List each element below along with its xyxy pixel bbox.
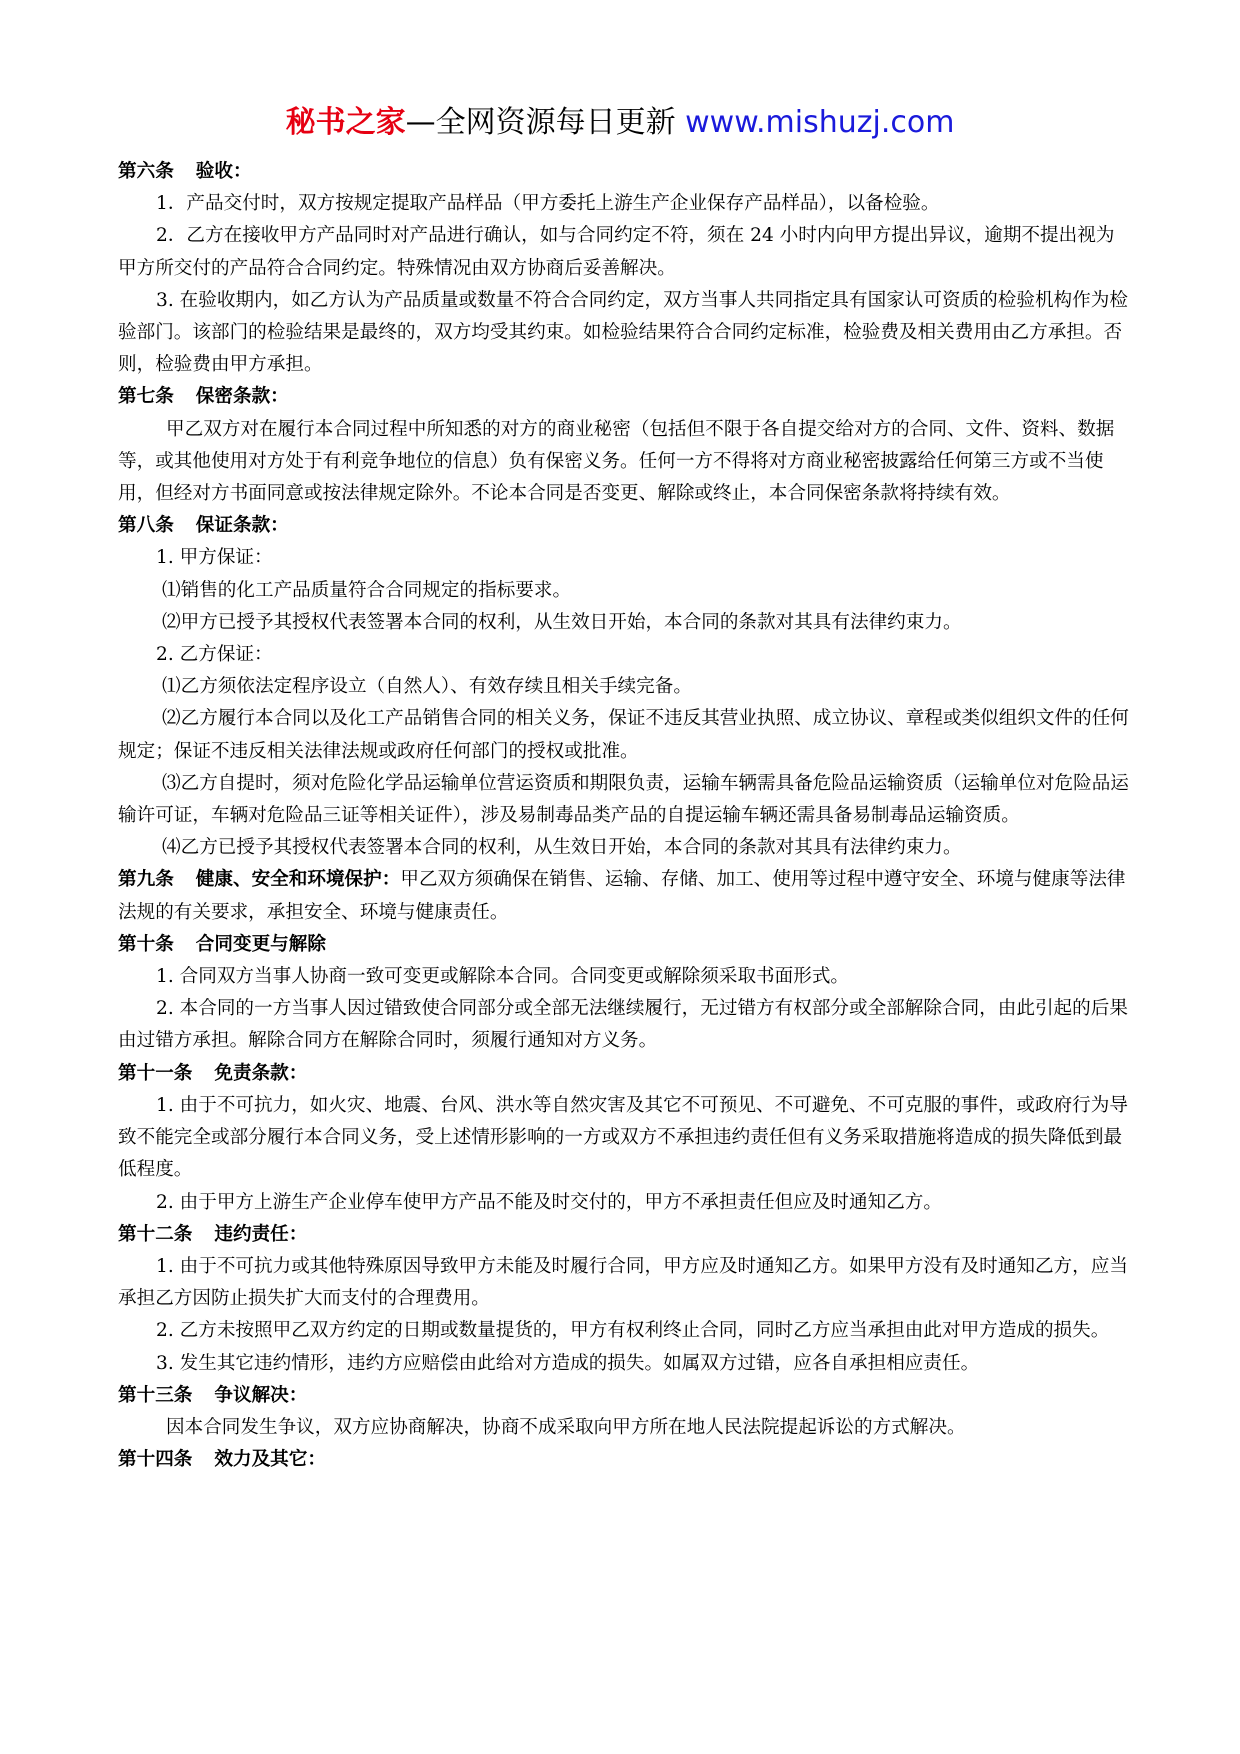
article-heading [118, 1380, 1130, 1412]
article-title: 合同变更与解除 [195, 933, 326, 955]
clause-subitem: ⑵甲方已授予其授权代表签署本合同的权利，从生效日开始，本合同的条款对其具有法律约束力。 [162, 611, 962, 633]
clause-item: 1. 甲方保证： [156, 547, 273, 569]
article-number: 第八条 [118, 515, 174, 537]
clause-item: 2. 由于甲方上游生产企业停车使甲方产品不能及时交付的，甲方不承担责任但应及时通知乙方。 [156, 1191, 942, 1213]
clause-item: 1. 由于不可抗力，如火灾、地震、台风、洪水等自然灾害及其它不可预见、不可避免、不可克服的事件，或政府行为导致不能完全或部分履行本合同义务，受上述情形影响的一方或双方不承担违约责任但有义务采取措施将造成的损失降低到最低程度。 [118, 1094, 1128, 1181]
clause-item: 2．乙方在接收甲方产品同时对产品进行确认，如与合同约定不符，须在 24 小时内向甲方提出异议，逾期不提出视为甲方所交付的产品符合合同约定。特殊情况由双方协商后妥善解决。 [118, 225, 1115, 279]
site-url-link[interactable]: www.mishuzj.com [685, 105, 955, 140]
article-title: 健康、安全和环境保护： [195, 869, 401, 891]
site-header [0, 100, 1240, 146]
article-heading [118, 156, 1130, 188]
article-heading [118, 510, 1130, 542]
clause-item: 2. 本合同的一方当事人因过错致使合同部分或全部无法继续履行，无过错方有权部分或全部解除合同，由此引起的后果由过错方承担。解除合同方在解除合同时，须履行通知对方义务。 [118, 998, 1128, 1052]
article-title: 违约责任： [214, 1223, 308, 1245]
clause-subitem: ⑷乙方已授予其授权代表签署本合同的权利，从生效日开始，本合同的条款对其具有法律约束力。 [162, 837, 962, 859]
clause-subitem: ⑶乙方自提时，须对危险化学品运输单位营运资质和期限负责，运输车辆需具备危险品运输资质（运输单位对危险品运输许可证，车辆对危险品三证等相关证件），涉及易制毒品类产品的自提运输车辆还需具备易制毒品运输资质。 [118, 772, 1129, 827]
article-number: 第六条 [118, 161, 174, 182]
article-number: 第十条 [118, 933, 174, 955]
clause-item: 3. 发生其它违约情形，违约方应赔偿由此给对方造成的损失。如属双方过错，应各自承担相应责任。 [156, 1352, 980, 1374]
clause-item: 1．产品交付时，双方按规定提取产品样品（甲方委托上游生产企业保存产品样品），以备检验。 [156, 193, 940, 215]
article-number: 第十三条 [118, 1384, 193, 1406]
clause-item: 2. 乙方未按照甲乙双方约定的日期或数量提货的，甲方有权利终止合同，同时乙方应当承担由此对甲方造成的损失。 [156, 1320, 1110, 1342]
article-heading [118, 929, 1130, 961]
brand-name: 秘书之家 [285, 105, 406, 140]
article-number: 第七条 [118, 386, 174, 408]
clause-paragraph: 甲乙双方须确保在销售、运输、存储、加工、使用等过程中遵守安全、环境与健康等法律法规的有关要求，承担安全、环境与健康责任。 [118, 869, 1126, 923]
header-slogan: —全网资源每日更新 [405, 105, 676, 140]
article-heading [118, 1058, 1130, 1090]
article-heading [118, 1219, 1130, 1251]
contract-body [118, 156, 1130, 1476]
article-title: 保证条款： [195, 515, 289, 537]
article-title: 验收： [195, 161, 252, 182]
article-number: 第九条 [118, 869, 174, 891]
clause-item: 1. 由于不可抗力或其他特殊原因导致甲方未能及时履行合同，甲方应及时通知乙方。如果甲方没有及时通知乙方，应当承担乙方因防止损失扩大而支付的合理费用。 [118, 1255, 1128, 1310]
clause-subitem: ⑴销售的化工产品质量符合合同规定的指标要求。 [162, 579, 572, 601]
clause-subitem: ⑴乙方须依法定程序设立（自然人）、有效存续且相关手续完备。 [162, 676, 692, 698]
clause-subitem: ⑵乙方履行本合同以及化工产品销售合同的相关义务，保证不违反其营业执照、成立协议、章程或类似组织文件的任何规定；保证不违反相关法律法规或政府任何部门的授权或批准。 [118, 708, 1129, 762]
clause-paragraph: 甲乙双方对在履行本合同过程中所知悉的对方的商业秘密（包括但不限于各自提交给对方的合同、文件、资料、数据等，或其他使用对方处于有利竞争地位的信息）负有保密义务。任何一方不得将对方商业秘密披露给任何第三方或不当使用，但经对方书面同意或按法律规定除外。不论本合同是否变更、解除或终止，本合同保密条款将持续有效。 [118, 418, 1115, 505]
clause-item: 1. 合同双方当事人协商一致可变更或解除本合同。合同变更或解除须采取书面形式。 [156, 966, 850, 988]
article-title: 效力及其它： [214, 1449, 326, 1471]
article-number: 第十一条 [118, 1062, 193, 1084]
clause-item: 2. 乙方保证： [156, 644, 273, 666]
article-number: 第十二条 [118, 1223, 193, 1245]
article-heading [118, 381, 1130, 413]
article-title: 免责条款： [214, 1062, 308, 1084]
article-heading [118, 1444, 1130, 1476]
article-number: 第十四条 [118, 1449, 193, 1471]
article-inline-paragraph [118, 864, 1130, 928]
clause-paragraph: 因本合同发生争议，双方应协商解决，协商不成采取向甲方所在地人民法院提起诉讼的方式解决。 [166, 1416, 966, 1438]
article-title: 争议解决： [214, 1384, 308, 1406]
article-title: 保密条款： [195, 386, 289, 408]
clause-item: 3. 在验收期内，如乙方认为产品质量或数量不符合合同约定，双方当事人共同指定具有国家认可资质的检验机构作为检验部门。该部门的检验结果是最终的，双方均受其约束。如检验结果符合合同约定标准，检验费及相关费用由乙方承担。否则，检验费由甲方承担。 [118, 289, 1128, 376]
